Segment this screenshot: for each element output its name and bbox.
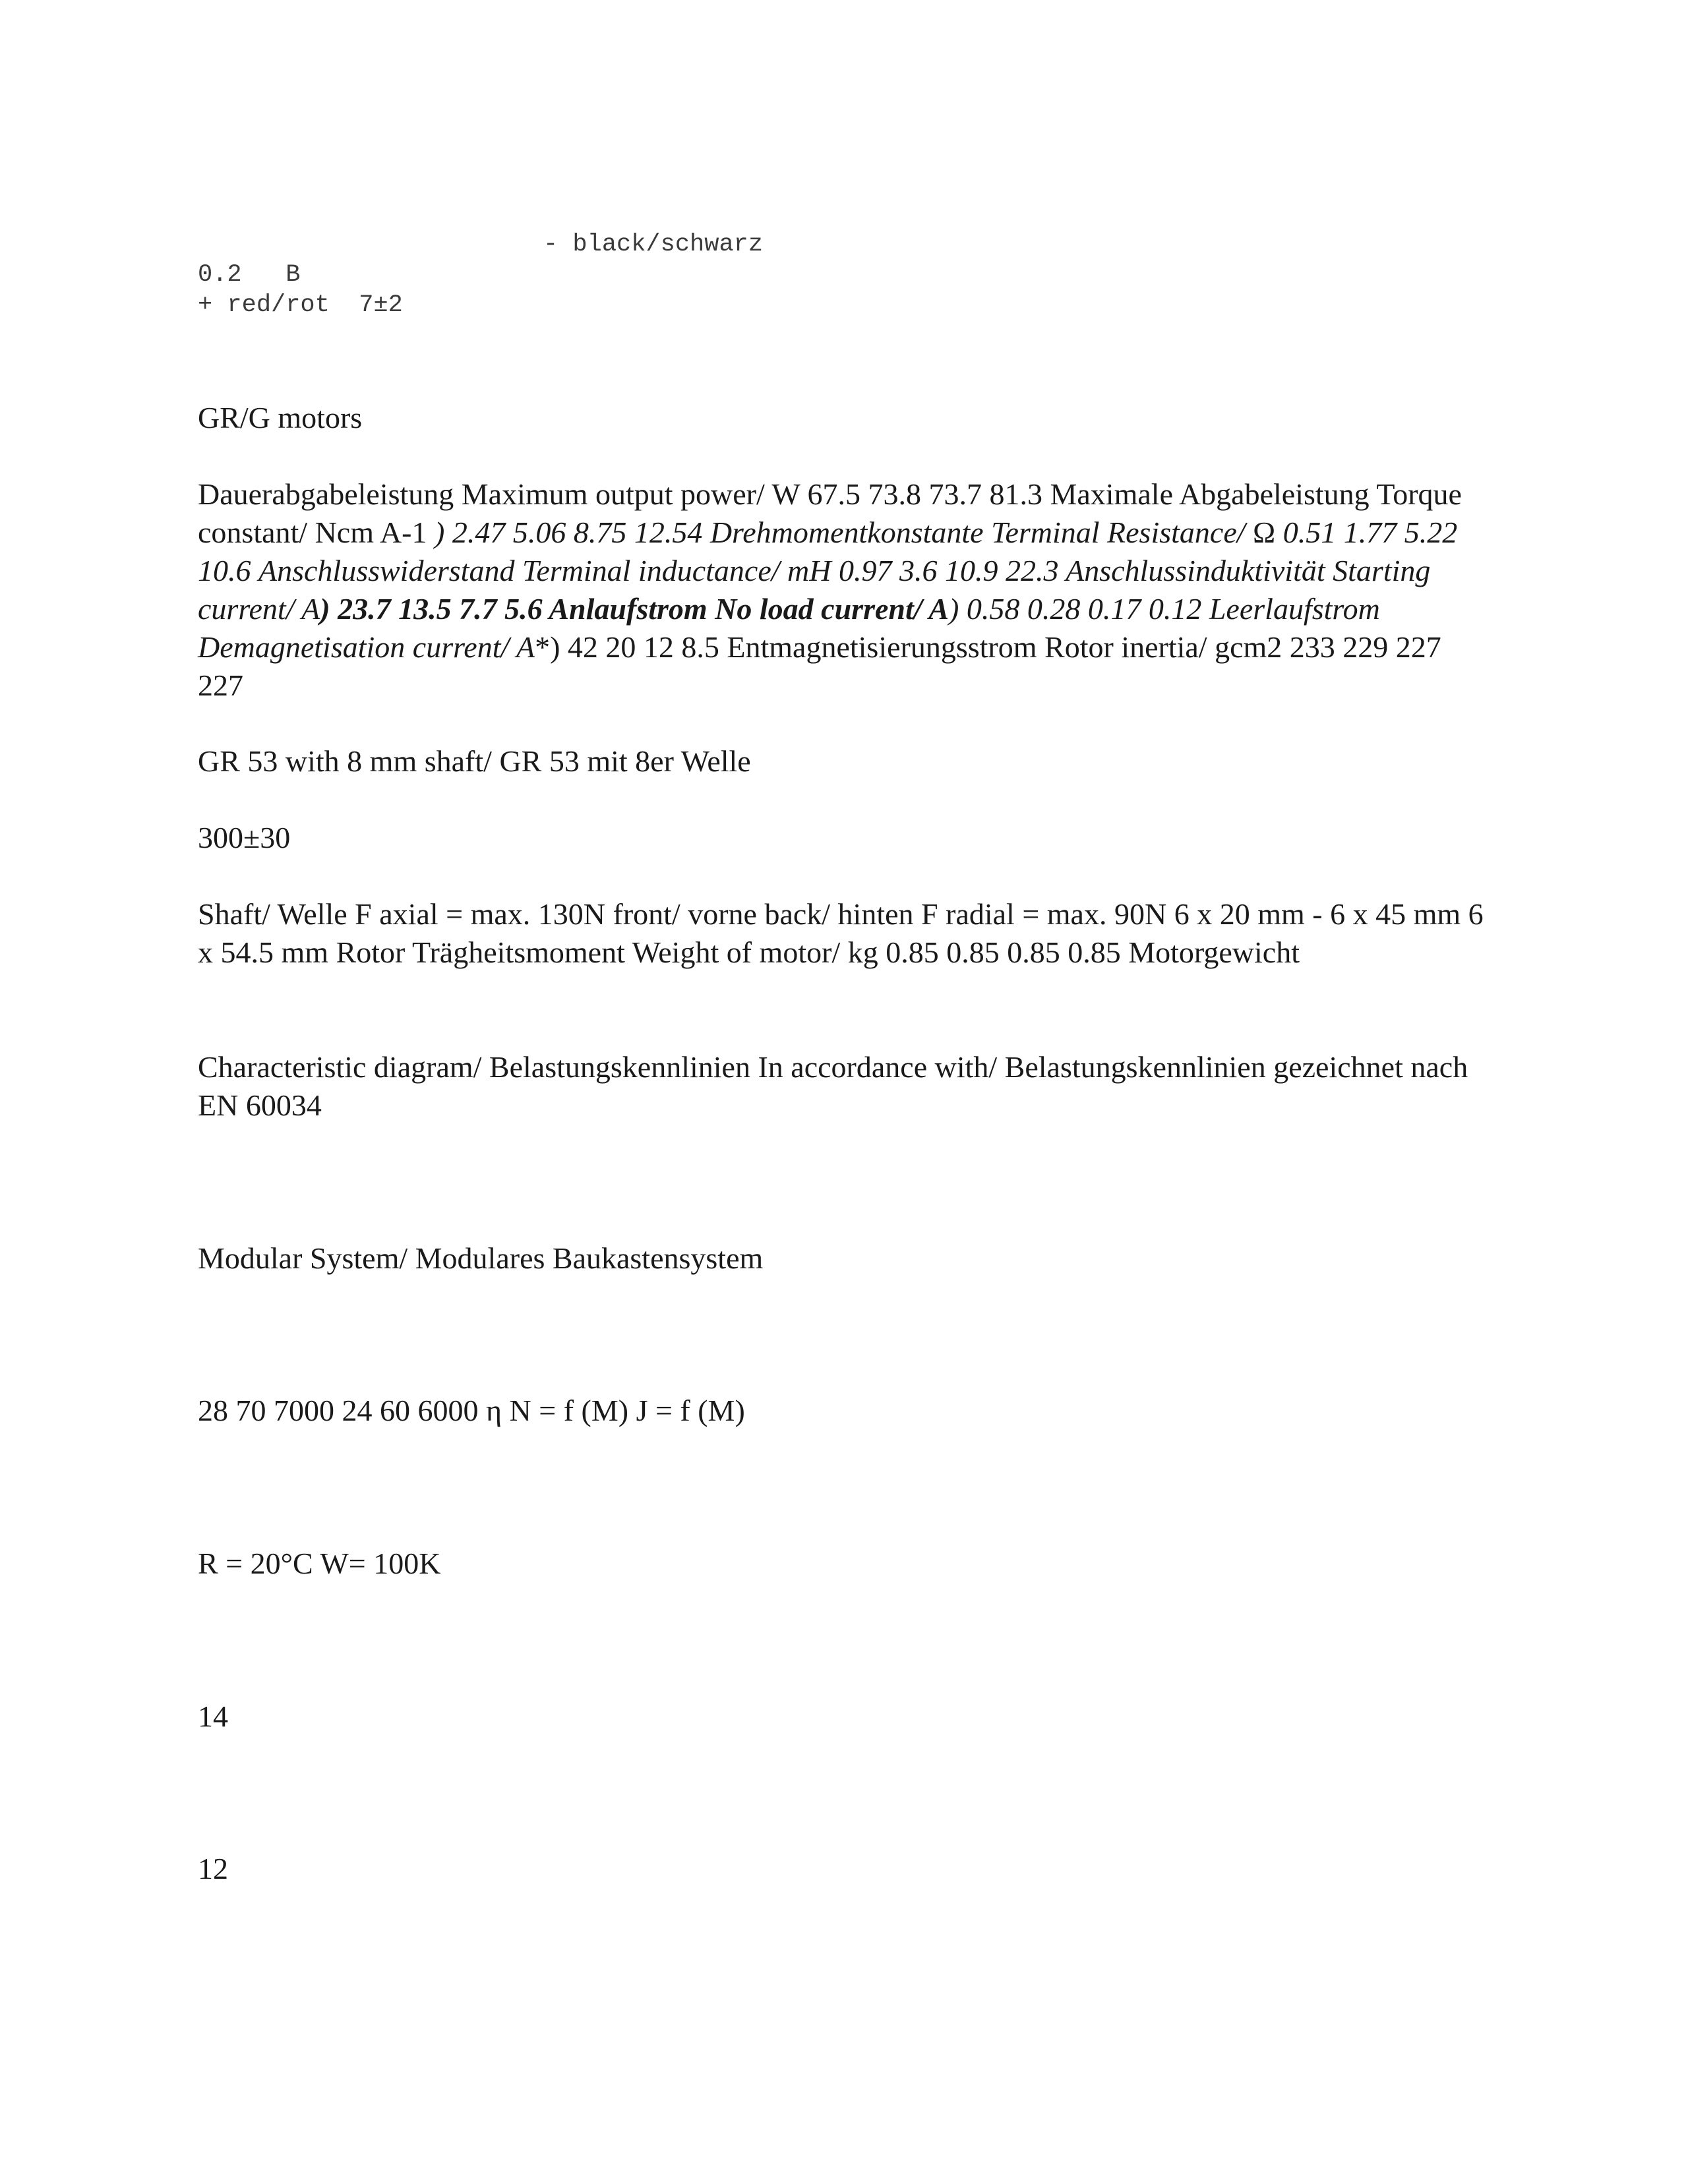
wire-red-label: + red/rot 7±2 [198, 291, 403, 319]
axis-labels-line: 28 70 7000 24 60 6000 η N = f (M) J = f (M) [198, 1394, 745, 1427]
spec-part-6: ) 0.58 0.28 0.17 0.12 Leerlaufstrom Demagnetisation current/ A [198, 592, 1380, 664]
spec-part-4: 0.51 1.77 5.22 10.6 Anschlusswiderstand Terminal inductance/ mH 0.97 3.6 10.9 22.3 Anschlussinduktivität Starting current/ A [198, 516, 1458, 626]
spec-paragraph [198, 475, 1490, 705]
tick-label-14: 14 [198, 1699, 228, 1733]
shaft-weight-paragraph: Shaft/ Welle F axial = max. 130N front/ vorne back/ hinten F radial = max. 90N 6 x 20 mm - 6 x 45 mm 6 x 54.5 mm Rotor Trägheitsmoment Weight of motor/ kg 0.85 0.85 0.85 0.85 Motorgewicht [198, 897, 1484, 969]
modular-system-heading: Modular System/ Modulares Baukastensystem [198, 1241, 764, 1275]
section-title: GR/G motors [198, 401, 363, 434]
spec-part-5: ) 23.7 13.5 7.7 5.6 Anlaufstrom No load current/ A [320, 592, 950, 626]
conditions-line: R = 20°C W= 100K [198, 1547, 441, 1580]
tolerance-value: 300±30 [198, 821, 291, 854]
shaft-8mm-note: GR 53 with 8 mm shaft/ GR 53 mit 8er Welle [198, 744, 751, 778]
spec-part-7: *) 42 20 12 8.5 Entmagnetisierungsstrom Rotor inertia/ gcm2 233 229 227 227 [198, 630, 1441, 702]
tick-label-12: 12 [198, 1852, 228, 1885]
characteristic-diagram-note: Characteristic diagram/ Belastungskennlinien In accordance with/ Belastungskennlinien gezeichnet nach EN 60034 [198, 1050, 1468, 1122]
spec-part-1: Dauerabgabeleistung Maximum output power/ W 67.5 73.8 73.7 81.3 Maximale Abgabeleistung Torque constant/ Ncm A-1 [198, 477, 1462, 549]
spec-part-2: ) 2.47 5.06 8.75 12.54 Drehmomentkonstante Terminal Resistance/ [427, 516, 1246, 549]
spec-part-3: Ω [1245, 516, 1276, 549]
wire-b-label: 0.2 B [198, 261, 301, 289]
wire-black-label: - black/schwarz [543, 231, 764, 258]
